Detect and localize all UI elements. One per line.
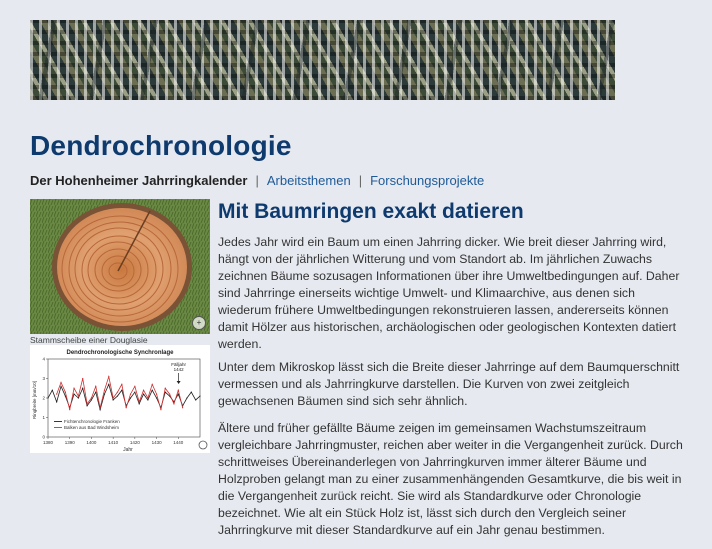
chart-point xyxy=(178,390,179,391)
chart-point xyxy=(191,392,192,393)
chart-zoom-icon xyxy=(199,441,207,449)
chart-point xyxy=(147,399,148,400)
chart-point xyxy=(60,382,61,383)
chart-point xyxy=(78,395,79,396)
chart-point xyxy=(82,388,83,389)
chart-legend-label: Fichtenchronologie Franken xyxy=(64,419,120,424)
chart-point xyxy=(100,409,101,410)
chart-point xyxy=(160,409,161,410)
page-title: Dendrochronologie xyxy=(30,130,292,161)
chart-point xyxy=(91,399,92,400)
chart-point xyxy=(143,394,144,395)
chart-point xyxy=(104,390,105,391)
chart-point xyxy=(113,397,114,398)
tree-disc-image xyxy=(30,199,210,334)
chart-y-tick-label: 3 xyxy=(42,376,45,381)
chart-point xyxy=(182,407,183,408)
chart-svg xyxy=(30,345,210,453)
chart-point xyxy=(100,407,101,408)
chart-point xyxy=(113,399,114,400)
chart-point xyxy=(139,403,140,404)
chart-point xyxy=(173,403,174,404)
article-title: Mit Baumringen exakt datieren xyxy=(218,200,524,223)
chart-x-axis-label: Jahr xyxy=(123,447,133,453)
chart-x-tick-label: 1390 xyxy=(64,440,75,445)
subnav-current: Der Hohenheimer Jahrringkalender xyxy=(30,173,248,188)
chart-point xyxy=(73,388,74,389)
subnav-separator: | xyxy=(358,173,363,188)
chart-point xyxy=(169,394,170,395)
chart-point xyxy=(108,384,109,385)
chart-point xyxy=(134,386,135,387)
chart-point xyxy=(121,390,122,391)
chart-y-tick-label: 1 xyxy=(42,415,45,420)
chart-point xyxy=(69,409,70,410)
chart-x-tick-label: 1440 xyxy=(173,440,184,445)
chart-point xyxy=(126,407,127,408)
chart-annotation-year: 1442 xyxy=(173,367,184,372)
chart-point xyxy=(199,395,200,396)
chart-x-tick-label: 1380 xyxy=(42,440,54,445)
chart-point xyxy=(86,405,87,406)
chart-y-tick-label: 0 xyxy=(42,434,45,440)
chart-point xyxy=(130,394,131,395)
chart-point xyxy=(117,395,118,396)
subnav-link-arbeitsthemen[interactable]: Arbeitsthemen xyxy=(266,173,351,188)
tree-disc-photo[interactable] xyxy=(30,199,210,334)
chart-point xyxy=(152,384,153,385)
chart-point xyxy=(134,392,135,393)
chart-point xyxy=(56,394,57,395)
chart-y-axis-label: Ringbreite [mm/10] xyxy=(32,380,37,420)
chart-point xyxy=(60,386,61,387)
chart-point xyxy=(152,390,153,391)
chart-point xyxy=(95,392,96,393)
chart-point xyxy=(156,397,157,398)
chart-point xyxy=(117,392,118,393)
chart-point xyxy=(178,394,179,395)
chart-point xyxy=(91,397,92,398)
chart-x-tick-label: 1400 xyxy=(86,440,97,445)
chart-point xyxy=(139,401,140,402)
breadcrumb xyxy=(30,173,484,188)
magnifier-icon[interactable]: + xyxy=(192,316,206,330)
chart-point xyxy=(121,384,122,385)
chart-x-tick-label: 1420 xyxy=(129,440,140,445)
synchronlage-chart[interactable] xyxy=(30,345,210,453)
chart-point xyxy=(165,388,166,389)
chart-point xyxy=(104,394,105,395)
chart-point xyxy=(65,395,66,396)
photo-caption: Stammscheibe einer Douglasie xyxy=(30,335,148,345)
chart-point xyxy=(95,386,96,387)
subnav-link-forschungsprojekte[interactable]: Forschungsprojekte xyxy=(370,173,485,188)
chart-point xyxy=(143,390,144,391)
article-paragraph-3: Ältere und früher gefällte Bäume zeigen im gemeinsamen Wachstumszeitraum vergleichbare Jahrringmuster, reichen aber weiter in die Vergangenheit zurück. Durch schrittweises Übereinanderlegen von Jahrringkurven immer älterer Bäume und Holzproben gelangt man zu einer zusammenhängenden Gesamtkurve, die bis weit in die Vergangenheit zurück reicht. Sie wird als Standardkurve oder Chronologie bezeichnet. Wie alt ein Stück Holz ist, lässt sich durch den Vergleich seiner Jahrringkurve mit dieser Standardkurve auf ein Jahr genau bestimmen. xyxy=(218,421,683,537)
header-banner-image xyxy=(30,20,615,100)
chart-x-tick-label: 1410 xyxy=(108,440,119,445)
chart-point xyxy=(47,397,48,398)
article-paragraph-1: Jedes Jahr wird ein Baum um einen Jahrring dicker. Wie breit dieser Jahrring wird, hängt von der jährlichen Witterung und vom Standort ab. Im jährlichen Zuwachs zeichnen Bäume sozusagen Informationen über ihre Umweltbedingungen auf. Daher sind Jahrringe einerseits wichtige Umwelt- und Klimaarchive, aus denen sich wiederum frühere Umweltbedingungen rekonstruieren lassen, andererseits können damit Hölzer aus historischen, archäologischen oder geologischen Kontexten datiert werden. xyxy=(218,235,680,351)
chart-annotation-label: Fälljahr xyxy=(171,362,187,367)
chart-point xyxy=(56,401,57,402)
chart-point xyxy=(78,397,79,398)
chart-point xyxy=(86,403,87,404)
chart-point xyxy=(147,397,148,398)
subnav-separator: | xyxy=(255,173,259,188)
chart-point xyxy=(195,399,196,400)
article-paragraph-2: Unter dem Mikroskop lässt sich die Breite dieser Jahrringe auf dem Baumquerschnitt vermessen und als Jahrringkurve darstellen. Die Kurven von zwei zeitgleich gewachsenen Bäumen sind sich sehr ähnlich. xyxy=(218,360,680,408)
chart-point xyxy=(108,376,109,377)
chart-point xyxy=(130,397,131,398)
chart-point xyxy=(52,390,53,391)
chart-legend-label: Balken aus Bad Windsheim xyxy=(64,425,120,430)
chart-point xyxy=(73,394,74,395)
chart-x-tick-label: 1430 xyxy=(151,440,162,445)
chart-y-tick-label: 2 xyxy=(42,395,45,401)
chart-point xyxy=(82,378,83,379)
chart-point xyxy=(156,394,157,395)
chart-y-tick-label: 4 xyxy=(42,356,45,362)
chart-point xyxy=(186,397,187,398)
chart-point xyxy=(65,392,66,393)
chart-title: Dendrochronologische Synchronlage xyxy=(66,350,174,356)
